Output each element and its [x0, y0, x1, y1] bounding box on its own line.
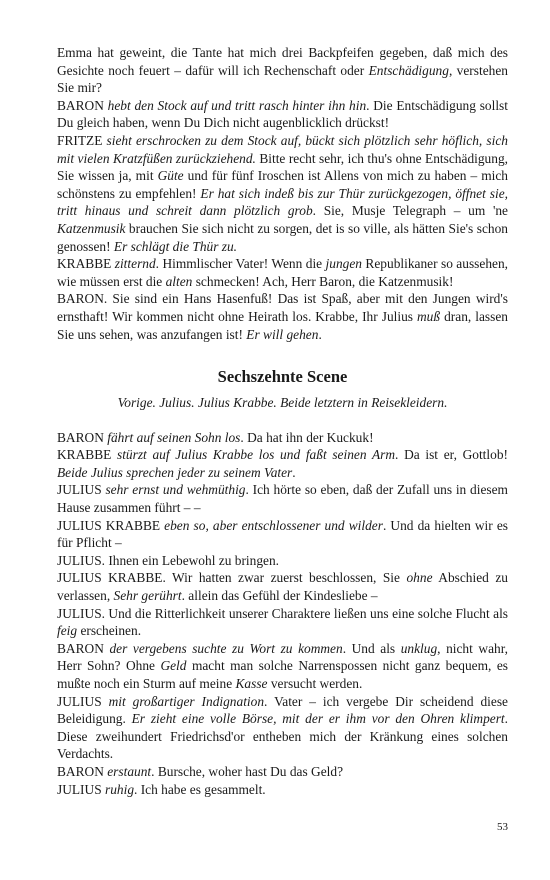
stage-direction-text: Er will gehen [246, 326, 319, 342]
stage-direction-text: stürzt auf Julius Krabbe los und faßt seinen Arm [117, 447, 396, 463]
stage-direction-text: Beide Julius sprechen jeder zu seinem Vater [57, 464, 293, 480]
stage-direction-text: Er schlägt die Thür zu. [113, 238, 238, 254]
dialogue-text: . allein das Gefühl der Kindesliebe – [181, 588, 378, 604]
dialogue-paragraph [57, 605, 508, 640]
dialogue-text: und für fünf Iroschen ist Allens von mich zu haben – mich schönstens zu empfehlen! [57, 168, 508, 201]
dialogue-text: JULIUS KRABBE [57, 517, 165, 533]
stage-direction-text: ruhig [105, 781, 135, 797]
dialogue-paragraph [57, 640, 508, 693]
stage-direction-text: Geld [160, 658, 187, 674]
stage-direction-text: hebt den Stock auf und tritt rasch hinter ihn hin [107, 97, 367, 113]
dialogue-text: FRITZE [57, 132, 107, 148]
dialogue-paragraph [57, 552, 508, 570]
dialogue-text: macht man solche Narrenspossen nicht ganz bequem, es mußte noch ein Sturm auf meine [57, 658, 508, 691]
dialogue-text: . Und da hielten wir es für Pflicht – [57, 517, 508, 551]
dialogue-text: . [292, 464, 296, 480]
dialogue-text: . Himmlischer Vater! Wenn die [155, 256, 326, 272]
dialogue-text: JULIUS [57, 781, 105, 797]
stage-direction-text: Sehr gerührt [113, 588, 182, 604]
dialogue-text: BARON. Sie sind ein Hans Hasenfuß! Das ist Spaß, aber mit den Jungen wird's ernsthaft! Wir kommen nicht ohne Heirath los. Krabbe, Ihr Julius [57, 291, 508, 324]
stage-direction-text: feig [57, 623, 78, 639]
dialogue-paragraph [57, 255, 508, 290]
stage-direction-text: sehr ernst und wehmüthig [105, 482, 246, 498]
dialogue-text: KRABBE [57, 256, 115, 272]
stage-direction-text: Entschädigung [368, 62, 449, 78]
dialogue-text: erscheinen. [77, 623, 142, 639]
dialogue-text: Emma hat geweint, die Tante hat mich drei Backpfeifen gegeben, daß mich des Gesichte noch feuert – dafür will ich Rechenschaft oder [57, 45, 508, 78]
dialogue-text: BARON [57, 763, 108, 779]
dialogue-paragraph [57, 290, 508, 343]
stage-direction-text: Güte [157, 168, 184, 184]
stage-direction-text: Er zieht eine volle Börse, mit der er ihm vor den Ohren klimpert [131, 711, 505, 727]
book-page [57, 44, 508, 798]
dialogue-paragraph [57, 781, 508, 799]
stage-direction-text: sieht erschrocken zu dem Stock auf, bückt sich plötzlich sehr höflich, sich mit vielen Kratzfüßen zurückziehend. [57, 132, 508, 166]
dialogue-text: Abschied zu verlassen, [57, 570, 508, 604]
dialogue-paragraph [57, 693, 508, 763]
dialogue-text: . Vater – ich vergebe Dir scheidend diese Beleidigung. [57, 693, 508, 727]
dialogue-text: . [318, 326, 322, 342]
dialogue-text: , verstehen Sie mir? [57, 62, 508, 96]
dialogue-text: BARON [57, 640, 110, 656]
dialogue-text: Bitte recht sehr, ich thu's ohne Entschädigung, Sie wissen ja, mit [57, 150, 508, 184]
dialogue-text: . Und als [342, 640, 401, 656]
stage-direction-text: eben so, aber entschlossener und wilder [164, 517, 383, 533]
dialogue-text: JULIUS. Und die Ritterlichkeit unserer Charaktere ließen uns eine solche Flucht als [57, 605, 508, 621]
dialogue-paragraph [57, 97, 508, 132]
dialogue-text: BARON [57, 97, 108, 113]
dialogue-text: JULIUS. Ihnen ein Lebewohl zu bringen. [57, 552, 280, 568]
stage-direction-text: zitternd [114, 256, 156, 272]
dialogue-block-1 [57, 44, 508, 343]
stage-direction-text: mit großartiger Indignation [108, 693, 265, 709]
dialogue-paragraph [57, 569, 508, 604]
stage-direction-text: Katzenmusik [57, 220, 126, 236]
dialogue-text: . Bursche, woher hast Du das Geld? [151, 763, 344, 779]
dialogue-text: JULIUS [57, 693, 109, 709]
dialogue-text: dran, lassen Sie uns sehen, was anzufangen ist! [57, 308, 508, 342]
dialogue-paragraph [57, 763, 508, 781]
dialogue-text: . Die Entschädigung sollst Du gleich haben, wenn Du Dich nicht augenblicklich drückst! [57, 97, 508, 131]
stage-direction-text: Kasse [235, 676, 268, 691]
dialogue-paragraph [57, 481, 508, 516]
stage-direction-text: alten [165, 273, 193, 289]
dialogue-paragraph [57, 44, 508, 97]
dialogue-paragraph [57, 132, 508, 255]
dialogue-text: BARON [57, 429, 108, 445]
dialogue-text: versucht werden. [267, 676, 363, 691]
dialogue-text: . Ich habe es gesammelt. [134, 781, 266, 797]
stage-direction-text: Er hat sich indeß bis zur Thür zurückgezogen, öffnet sie, tritt hinaus und schreit dann plötzlich grob [57, 185, 508, 219]
dialogue-text: . Diese zweihundert Friedrichsd'or entheben mich der Kränkung eines solchen Verdachts. [57, 711, 509, 762]
stage-direction-text: ohne [406, 570, 433, 586]
dialogue-text: . Da hat ihn der Kuckuk! [240, 429, 374, 445]
dialogue-text: JULIUS [57, 482, 106, 498]
dialogue-text: brauchen Sie sich nicht zu sorgen, det is so ville, als hätten Sie's schon genossen! [57, 220, 508, 254]
dialogue-text: KRABBE [57, 447, 117, 463]
dialogue-text: . Sie, Musje Telegraph – um 'ne [312, 203, 508, 219]
dialogue-paragraph [57, 446, 508, 481]
stage-direction-text: erstaunt [107, 763, 152, 779]
stage-direction-text: fährt auf seinen Sohn los [107, 429, 241, 445]
dialogue-paragraph [57, 429, 508, 447]
dialogue-text: JULIUS KRABBE. Wir hatten zwar zuerst beschlossen, Sie [57, 570, 407, 586]
stage-direction-heading: Vorige. Julius. Julius Krabbe. Beide letztern in Reisekleidern. [117, 395, 448, 411]
stage-direction-text: jungen [325, 256, 362, 272]
dialogue-text: , nicht wahr, Herr Sohn? Ohne [57, 640, 508, 674]
dialogue-text: . Ich hörte so eben, daß der Zufall uns in diesem Hause zusammen führt – – [57, 482, 508, 516]
scene-heading: Sechszehnte Scene [217, 367, 348, 387]
dialogue-text: . Da ist er, Gottlob! [395, 447, 508, 463]
page-number: 53 [497, 821, 508, 833]
stage-direction-text: muß [417, 308, 441, 324]
dialogue-text: schmecken! Ach, Herr Baron, die Katzenmusik! [192, 273, 454, 289]
dialogue-paragraph [57, 517, 508, 552]
stage-direction-text: unklug [400, 640, 438, 656]
dialogue-block-2 [57, 429, 508, 798]
stage-direction-text: der vergebens suchte zu Wort zu kommen [109, 640, 343, 656]
dialogue-text: Republikaner so aussehen, wie müssen erst die [57, 256, 508, 289]
